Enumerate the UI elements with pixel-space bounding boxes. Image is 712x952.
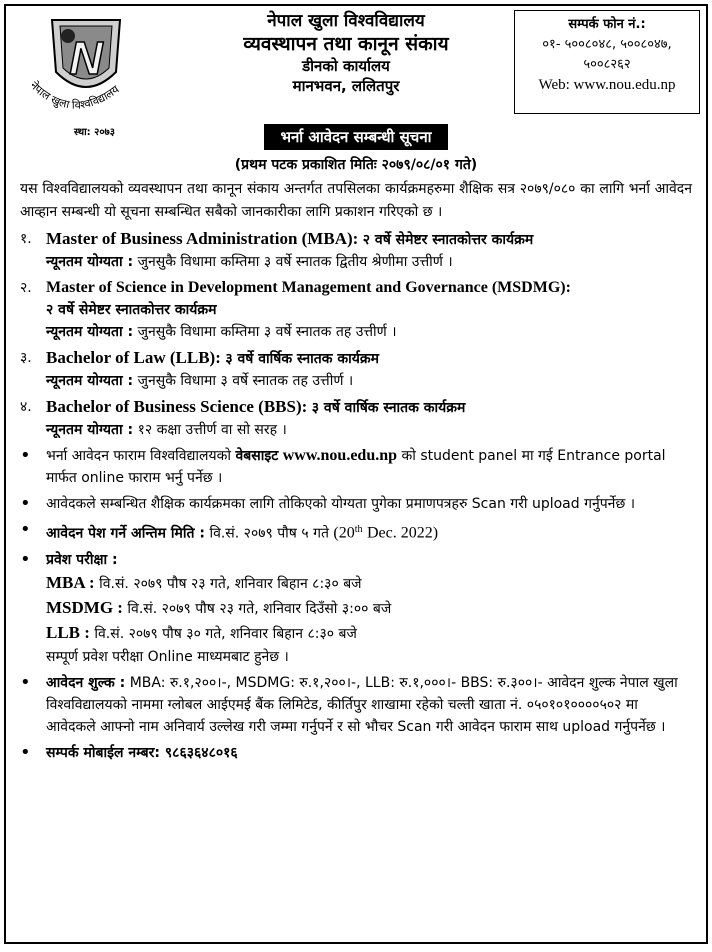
program-name-np: २ वर्षे सेमेष्टर स्नातकोत्तर कार्यक्रम (46, 302, 217, 318)
contact-phones-1: ०१- ५००८०४८, ५००८०४७, (542, 37, 672, 52)
qualification-text: जुनसुकै विधामा ३ वर्षे स्नातक तह उत्तीर्ण । (137, 373, 354, 389)
office-name: डीनको कार्यालय (302, 57, 390, 75)
contact-title: सम्पर्क फोन नं.: (568, 17, 646, 32)
bullet-text: को student panel मा गई Entrance portal मार्फत online फाराम भर्नु पर्नेछ । (46, 448, 666, 486)
exam-label: प्रवेश परीक्षा : (46, 551, 118, 568)
program-name-np: २ वर्षे सेमेष्टर स्नातकोत्तर कार्यक्रम (362, 232, 534, 248)
exam-program-code: LLB : (46, 622, 90, 642)
bullet-online-form (20, 445, 692, 489)
exam-schedule-row (46, 621, 692, 646)
notice-page (4, 4, 708, 944)
bullet-text: आवेदकले सम्बन्धित शैक्षिक कार्यक्रमका लागि तोकिएको योग्यता पुगेका प्रमाणपत्रहरु Scan गरी upload गर्नुपर्नेछ । (46, 496, 636, 512)
contact-box (514, 10, 700, 114)
header-titles (176, 10, 516, 96)
exam-schedule-text: वि.सं. २०७९ पौष २३ गते, शनिवार दिउँसो ३:०० बजे (127, 600, 392, 617)
deadline-date-np: वि.सं. २०७९ पौष ५ गते (209, 525, 329, 542)
logo-emblem-icon (16, 14, 156, 126)
program-item (20, 347, 692, 392)
bullet-deadline (20, 519, 692, 545)
bullet-text: भर्ना आवेदन फाराम विश्वविद्यालयको (46, 448, 232, 464)
deadline-month-year: Dec. 2022) (366, 524, 439, 542)
qualification-text: जुनसुकै विधामा कम्तिमा ३ वर्षे स्नातक द्वितीय श्रेणीमा उत्तीर्ण । (137, 254, 453, 270)
program-item (20, 396, 692, 441)
qualification-label: न्यूनतम योग्यता : (46, 373, 134, 389)
program-item (20, 277, 692, 343)
contact-phones-2: ५००८२६२ (583, 57, 631, 72)
bullet-icon: • (20, 519, 31, 540)
logo-ring-text: नेपाल खुला विश्वविद्यालय (27, 78, 122, 112)
exam-schedule-row (46, 571, 692, 596)
qualification-label: न्यूनतम योग्यता : (46, 324, 134, 340)
faculty-name: व्यवस्थापन तथा कानून संकाय (243, 33, 449, 55)
program-number: ३. (20, 350, 32, 366)
program-name-en: Master of Business Administration (MBA): (46, 229, 359, 248)
exam-schedule-text: वि.सं. २०७९ पौष २३ गते, शनिवार बिहान ८:३० बजे (99, 575, 362, 592)
fee-amounts: MBA: रु.१,२००।-, MSDMG: रु.१,२००।-, LLB: रु.१,०००।- BBS: रु.३००।- (129, 674, 543, 691)
university-name: नेपाल खुला विश्वविद्यालय (267, 11, 425, 31)
exam-schedule-row (46, 596, 692, 621)
qualification-label: न्यूनतम योग्यता : (46, 422, 134, 438)
university-logo (16, 14, 156, 140)
logo-letter: N (69, 32, 103, 84)
bullet-entrance-exam (20, 549, 692, 668)
program-number: २. (20, 280, 32, 296)
contact-website[interactable]: Web: www.nou.edu.np (538, 77, 676, 93)
website-label: वेबसाइट (235, 448, 279, 464)
program-name-np: ३ वर्षे वार्षिक स्नातक कार्यक्रम (311, 400, 466, 416)
program-name-en: Bachelor of Law (LLB): (46, 348, 221, 367)
exam-program-code: MBA : (46, 572, 95, 592)
program-item (20, 228, 692, 273)
notice-title: भर्ना आवेदन सम्बन्धी सूचना (264, 124, 447, 150)
bullet-icon: • (20, 445, 31, 466)
program-name-en: Bachelor of Business Science (BBS): (46, 397, 308, 416)
deadline-day: (20 (333, 524, 355, 542)
notice-content (6, 178, 706, 764)
deadline-label: आवेदन पेश गर्ने अन्तिम मिति : (46, 525, 205, 542)
program-name-np: ३ वर्षे वार्षिक स्नातक कार्यक्रम (225, 351, 379, 367)
program-number: १. (20, 231, 32, 247)
program-number: ४. (20, 399, 32, 415)
exam-schedule-text: वि.सं. २०७९ पौष ३० गते, शनिवार बिहान ८:३० बजे (94, 625, 357, 642)
published-date: (प्रथम पटक प्रकाशित मितिः २०७९/०८/०१ गते) (234, 157, 478, 173)
program-name-en: Master of Science in Development Management and Governance (MSDMG): (46, 279, 571, 296)
bullet-contact-mobile (20, 742, 692, 764)
qualification-text: जुनसुकै विधामा कम्तिमा ३ वर्षे स्नातक तह उत्तीर्ण । (137, 324, 397, 340)
fee-label: आवेदन शुल्क : (46, 674, 126, 691)
mobile-label: सम्पर्क मोबाईल नम्बर: (46, 744, 161, 761)
bullet-icon: • (20, 493, 31, 514)
fee-payment-note: आवेदन शुल्क नेपाल खुला विश्वविद्यालयको नाममा ग्लोबल आईएमई बैंक लिमिटेड, कीर्तिपुर शाखामा रहेको चल्ती खाता नं. ०५०१०१००००५०२ मा आवेदकले आफ्नो नाम अनिवार्य उल्लेख गरी जम्मा गर्नुपर्ने र सो भौचर Scan गरी आवेदन फाराम साथ upload गर्नुपर्नेछ । (46, 674, 678, 735)
mobile-number[interactable]: ९८६३६४८०१६ (164, 744, 238, 761)
office-location: मानभवन, ललितपुर (292, 77, 400, 95)
qualification-text: १२ कक्षा उत्तीर्ण वा सो सरह । (137, 422, 287, 438)
established-year: स्था: २०७३ (74, 127, 115, 138)
bullet-icon: • (20, 548, 31, 570)
bullet-application-fee (20, 672, 692, 738)
exam-program-code: MSDMG : (46, 597, 123, 617)
deadline-suffix: th (354, 524, 363, 535)
intro-paragraph: यस विश्वविद्यालयको व्यवस्थापन तथा कानून संकाय अन्तर्गत तपसिलका कार्यक्रमहरुमा शैक्षिक सत्र २०७९/०८० का लागि भर्ना आवेदन आव्हान सम्बन्धी यो सूचना सम्बन्धित सबैको जानकारीका लागि प्रकाशन गरिएको छ । (20, 181, 692, 220)
bullet-icon: • (20, 671, 31, 693)
bullet-upload (20, 493, 692, 515)
qualification-label: न्यूनतम योग्यता : (46, 254, 134, 270)
exam-note: सम्पूर्ण प्रवेश परीक्षा Online माध्यमबाट हुनेछ । (46, 648, 289, 665)
bullet-icon: • (20, 741, 31, 763)
website-link[interactable]: www.nou.edu.np (282, 447, 398, 464)
